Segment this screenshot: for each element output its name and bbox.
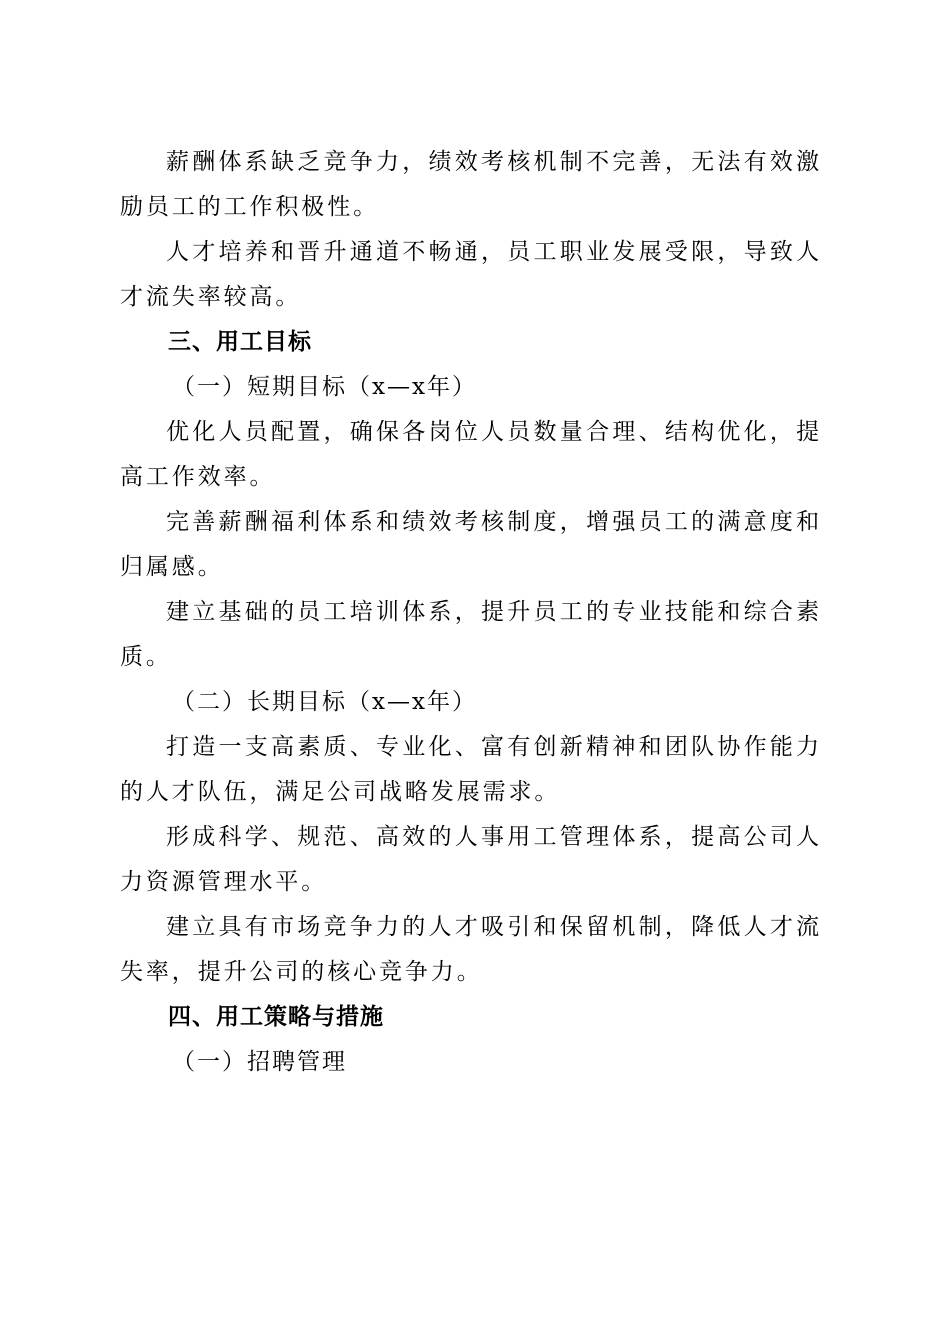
subsection-heading: （一）短期目标（x—x年）	[172, 374, 477, 400]
document-body	[120, 140, 822, 1085]
paragraph: 优化人员配置，确保各岗位人员数量合理、结构优化，提高工作效率。	[120, 419, 822, 490]
paragraph: 人才培养和晋升通道不畅通，员工职业发展受限，导致人才流失率较高。	[120, 239, 822, 310]
section-heading: 三、用工目标	[168, 329, 312, 355]
section-heading: 四、用工策略与措施	[168, 1004, 384, 1030]
paragraph: 完善薪酬福利体系和绩效考核制度，增强员工的满意度和归属感。	[120, 509, 822, 580]
paragraph: 形成科学、规范、高效的人事用工管理体系，提高公司人力资源管理水平。	[120, 824, 822, 895]
paragraph: 建立基础的员工培训体系，提升员工的专业技能和综合素质。	[120, 599, 822, 670]
subsection-heading: （二）长期目标（x—x年）	[172, 689, 477, 715]
paragraph: 打造一支高素质、专业化、富有创新精神和团队协作能力的人才队伍，满足公司战略发展需求。	[120, 734, 822, 805]
paragraph: 薪酬体系缺乏竞争力，绩效考核机制不完善，无法有效激励员工的工作积极性。	[120, 149, 822, 220]
subsection-heading: （一）招聘管理	[172, 1049, 347, 1075]
paragraph: 建立具有市场竞争力的人才吸引和保留机制，降低人才流失率，提升公司的核心竞争力。	[120, 914, 822, 985]
